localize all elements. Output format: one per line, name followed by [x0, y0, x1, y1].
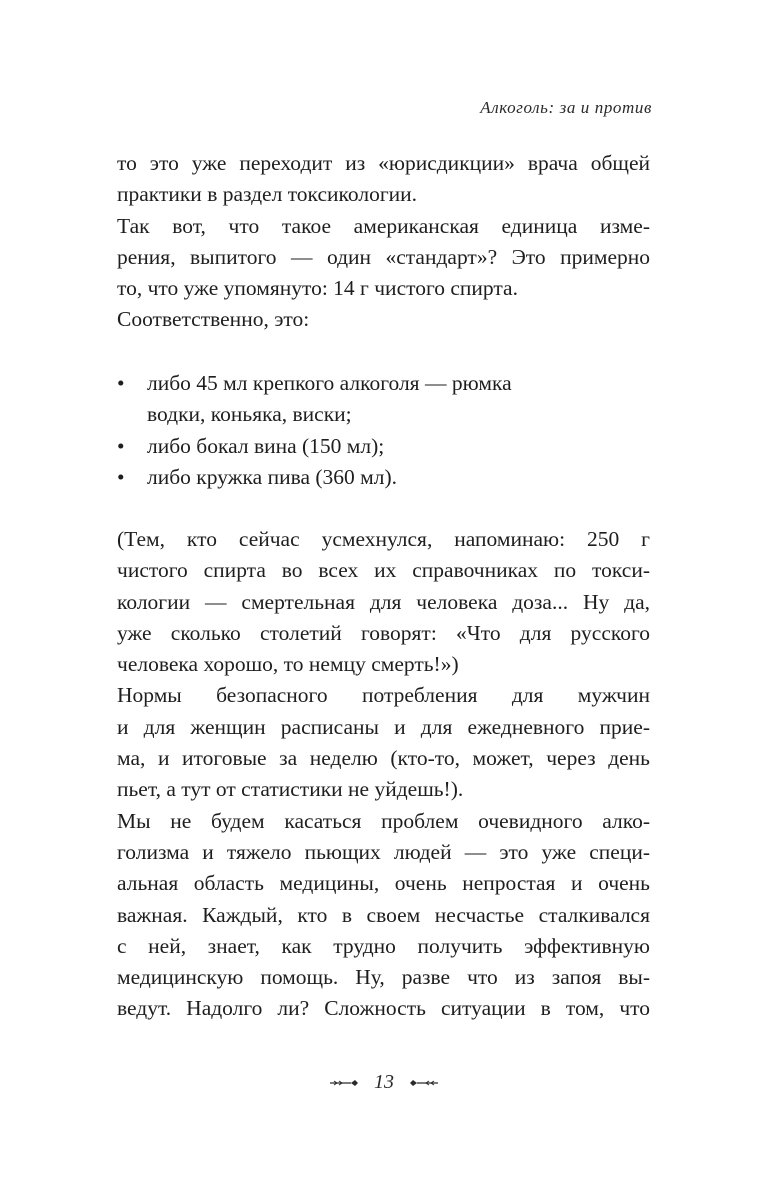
text-line: ведут. Надолго ли? Сложность ситуации в том, что: [117, 996, 650, 1021]
text-line: Мы не будем касаться проблем очевидного алко-: [117, 808, 650, 833]
text-line: человека хорошо, то немцу смерть!»): [117, 652, 459, 677]
bullet-dot: •: [117, 371, 125, 395]
bullet-item: [117, 431, 650, 462]
bullet-line: либо бокал вина (150 мл);: [147, 433, 385, 458]
bullet-line: водки, коньяка, виски;: [147, 402, 352, 427]
text-line: альная область медицины, очень непростая и очень: [117, 871, 650, 896]
text-line: уже сколько столетий говорят: «Что для русского: [117, 620, 650, 645]
bullet-list: [117, 368, 650, 493]
text-line: с ней, знает, как трудно получить эффективную: [117, 933, 650, 958]
text-line: чистого спирта во всех их справочниках по токси-: [117, 558, 650, 583]
text-line: (Тем, кто сейчас усмехнулся, напоминаю: 250 г: [117, 527, 650, 551]
ornament-left-icon: [329, 1071, 359, 1094]
ornament-right-icon: [409, 1071, 439, 1094]
text-line: практики в раздел токсикологии.: [117, 182, 418, 207]
text-line: Соответственно, это:: [117, 307, 310, 332]
text-line: рения, выпитого — один «стандарт»? Это примерно: [117, 244, 650, 269]
text-line: важная. Каждый, кто в своем несчастье сталкивался: [117, 902, 650, 927]
text-line: то, что уже упомянуто: 14 г чистого спирта.: [117, 276, 518, 301]
text-line: голизма и тяжело пьющих людей — это уже специ-: [117, 839, 650, 864]
text-line: ма, и итоговые за неделю (кто-то, может, через день: [117, 746, 650, 771]
text-line: Так вот, что такое американская единица изме-: [117, 213, 650, 238]
bullet-dot: •: [117, 433, 125, 458]
bullet-line: либо 45 мл крепкого алкоголя — рюмка: [147, 371, 512, 395]
text-line: Нормы безопасного потребления для мужчин: [117, 683, 650, 708]
bullet-dot: •: [117, 464, 125, 489]
text-line: кологии — смертельная для человека доза... Ну да,: [117, 589, 650, 614]
text-line: медицинскую помощь. Ну, разве что из запоя вы-: [117, 965, 650, 990]
page-number: 13: [374, 1070, 394, 1093]
text-line: и для женщин расписаны и для ежедневного прие-: [117, 714, 650, 739]
text-block-bottom: [117, 524, 650, 1025]
text-line: пьет, а тут от статистики не уйдешь!).: [117, 777, 464, 802]
bullet-line: либо кружка пива (360 мл).: [147, 464, 398, 489]
running-title: Алкоголь: за и против: [480, 98, 652, 117]
bullet-item: [117, 462, 650, 493]
bullet-item: [117, 368, 650, 431]
text-line: то это уже переходит из «юрисдикции» врача общей: [117, 151, 650, 175]
page-folio: [0, 1070, 768, 1094]
text-block-top: [117, 148, 650, 336]
